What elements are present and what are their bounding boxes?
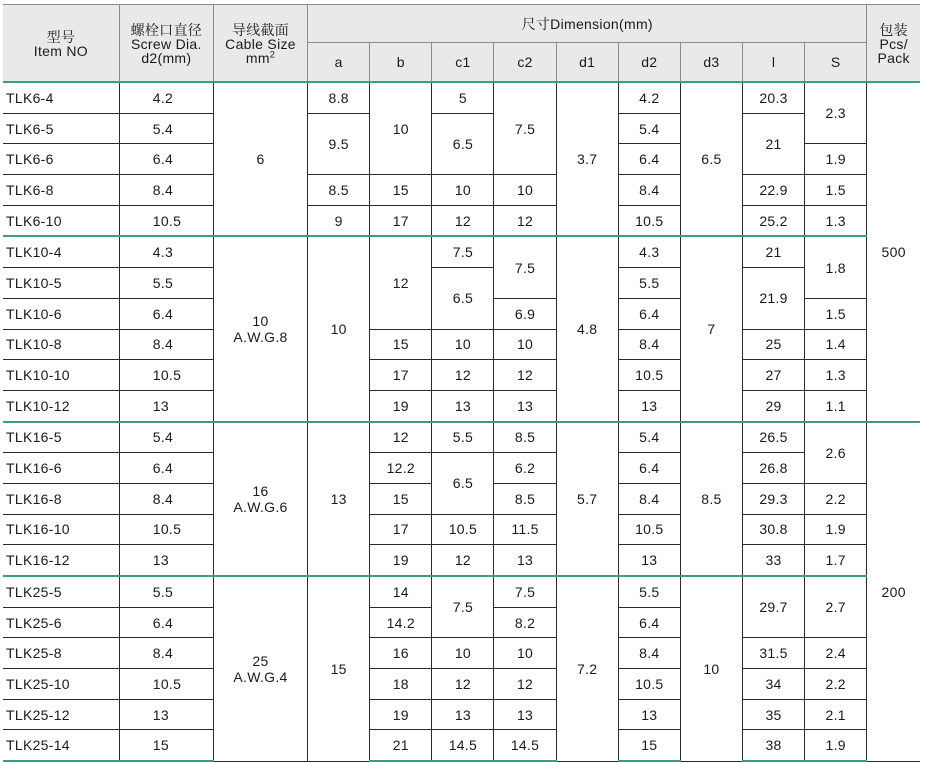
dim-d2: 8.4 [618,175,680,206]
item-no: TLK10-4 [3,236,119,267]
table-row [3,576,920,607]
dim-d2: 4.2 [618,82,680,113]
dim-c2: 12 [494,669,556,700]
specification-table [3,4,920,762]
dim-c2: 7.5 [494,82,556,175]
item-no: TLK10-6 [3,298,119,329]
dim-s: 2.7 [805,576,867,638]
dim-c1: 6.5 [432,113,494,174]
dim-l: 31.5 [742,638,804,669]
dim-c2: 10 [494,175,556,206]
dim-s: 1.8 [805,236,867,298]
dim-l: 26.5 [742,422,804,453]
dim-a: 8.8 [308,82,370,113]
dim-b: 16 [370,638,432,669]
dim-c1: 14.5 [432,730,494,761]
dim-a: 8.5 [308,175,370,206]
header-dim-c1: c1 [432,43,494,83]
table-row [3,175,920,206]
item-no: TLK16-10 [3,514,119,545]
dim-l: 29.7 [742,576,804,638]
item-no: TLK10-5 [3,268,119,299]
screw-dia: 5.5 [119,268,213,299]
screw-dia: 6.4 [119,144,213,175]
table-row [3,638,920,669]
header-item-no: 型号 Item NO [3,5,119,83]
dim-c1: 10 [432,638,494,669]
dim-d2: 6.4 [618,453,680,484]
dim-b: 19 [370,390,432,421]
dim-c1: 12 [432,545,494,576]
table-row [3,422,920,453]
pack-qty: 200 [867,422,920,762]
dim-c2: 6.9 [494,298,556,329]
dim-l: 27 [742,360,804,391]
dim-d2: 6.4 [618,607,680,638]
dim-l: 35 [742,699,804,730]
dim-c2: 8.5 [494,422,556,453]
dim-d2: 15 [618,730,680,761]
item-no: TLK16-8 [3,483,119,514]
item-no: TLK6-6 [3,144,119,175]
dim-l: 22.9 [742,175,804,206]
table-row [3,268,920,299]
screw-dia: 10.5 [119,205,213,236]
dim-a: 13 [308,422,370,576]
dim-c1: 7.5 [432,576,494,638]
dim-s: 1.9 [805,730,867,761]
cable-size: 16 A.W.G.6 [213,422,307,576]
dim-a: 9.5 [308,113,370,174]
dim-l: 21.9 [742,268,804,329]
screw-dia: 13 [119,545,213,576]
table-row [3,82,920,113]
dim-s: 2.4 [805,638,867,669]
dim-d2: 6.4 [618,144,680,175]
table-row [3,453,920,484]
dim-b: 17 [370,360,432,391]
dim-d2: 13 [618,699,680,730]
item-no: TLK25-5 [3,576,119,607]
dim-c2: 13 [494,699,556,730]
dim-b: 15 [370,175,432,206]
screw-dia: 5.4 [119,422,213,453]
header-dim-c2: c2 [494,43,556,83]
item-no: TLK10-8 [3,329,119,360]
dim-s: 1.5 [805,298,867,329]
dim-c2: 14.5 [494,730,556,761]
dim-b: 14.2 [370,607,432,638]
dim-b: 15 [370,483,432,514]
dim-l: 38 [742,730,804,761]
dim-a: 10 [308,236,370,421]
header-dim-d1: d1 [556,43,618,83]
dim-b: 12 [370,236,432,329]
cable-size: 25 A.W.G.4 [213,576,307,761]
dim-c1: 13 [432,390,494,421]
dim-b: 12 [370,422,432,453]
dim-b: 17 [370,205,432,236]
dim-l: 21 [742,236,804,267]
dim-d1: 3.7 [556,82,618,236]
table-row [3,514,920,545]
item-no: TLK6-10 [3,205,119,236]
dim-b: 12.2 [370,453,432,484]
dim-s: 2.2 [805,669,867,700]
dim-a: 9 [308,205,370,236]
dim-c1: 10 [432,175,494,206]
dim-d2: 5.4 [618,422,680,453]
screw-dia: 10.5 [119,360,213,391]
item-no: TLK6-8 [3,175,119,206]
item-no: TLK6-5 [3,113,119,144]
dim-d2: 10.5 [618,669,680,700]
dim-s: 1.3 [805,360,867,391]
dim-c1: 12 [432,669,494,700]
dim-c2: 11.5 [494,514,556,545]
dim-d2: 6.4 [618,298,680,329]
item-no: TLK16-12 [3,545,119,576]
dim-c2: 6.2 [494,453,556,484]
cable-size: 10 A.W.G.8 [213,236,307,421]
dim-d3: 6.5 [680,82,742,236]
screw-dia: 6.4 [119,607,213,638]
dim-d2: 4.3 [618,236,680,267]
dim-c1: 13 [432,699,494,730]
dim-c1: 10.5 [432,514,494,545]
dim-b: 10 [370,82,432,175]
cable-size: 6 [213,82,307,236]
screw-dia: 15 [119,730,213,761]
dim-c1: 12 [432,360,494,391]
dim-d2: 10.5 [618,205,680,236]
dim-l: 20.3 [742,82,804,113]
item-no: TLK25-6 [3,607,119,638]
dim-s: 1.9 [805,144,867,175]
item-no: TLK25-8 [3,638,119,669]
dim-l: 25.2 [742,205,804,236]
dim-c1: 6.5 [432,268,494,329]
header-dim-l: l [742,43,804,83]
header-dim-d2: d2 [618,43,680,83]
table-row [3,329,920,360]
dim-s: 1.9 [805,514,867,545]
dim-c2: 10 [494,329,556,360]
screw-dia: 8.4 [119,638,213,669]
screw-dia: 6.4 [119,298,213,329]
screw-dia: 5.5 [119,576,213,607]
screw-dia: 6.4 [119,453,213,484]
dim-l: 29 [742,390,804,421]
dim-d2: 10.5 [618,360,680,391]
table-row [3,113,920,144]
table-row [3,390,920,421]
dim-b: 19 [370,699,432,730]
header-dim-d3: d3 [680,43,742,83]
dim-l: 21 [742,113,804,174]
dim-d2: 8.4 [618,329,680,360]
dim-s: 2.1 [805,699,867,730]
dim-l: 29.3 [742,483,804,514]
dim-b: 18 [370,669,432,700]
screw-dia: 8.4 [119,329,213,360]
dim-d2: 10.5 [618,514,680,545]
dim-c2: 8.2 [494,607,556,638]
dim-c2: 13 [494,545,556,576]
dim-s: 2.2 [805,483,867,514]
dim-c2: 7.5 [494,576,556,607]
screw-dia: 13 [119,390,213,421]
header-pack: 包装 Pcs/ Pack [867,5,920,83]
dim-b: 17 [370,514,432,545]
dim-c2: 7.5 [494,236,556,298]
dim-a: 15 [308,576,370,761]
item-no: TLK16-6 [3,453,119,484]
dim-s: 1.4 [805,329,867,360]
screw-dia: 10.5 [119,669,213,700]
screw-dia: 13 [119,699,213,730]
header-screw-dia: 螺栓口直径 Screw Dia. d2(mm) [119,5,213,83]
screw-dia: 4.3 [119,236,213,267]
dim-b: 19 [370,545,432,576]
dim-d2: 13 [618,545,680,576]
dim-b: 14 [370,576,432,607]
dim-d1: 7.2 [556,576,618,761]
dim-c2: 12 [494,205,556,236]
dim-s: 1.7 [805,545,867,576]
dim-b: 15 [370,329,432,360]
dim-s: 1.5 [805,175,867,206]
dim-d1: 5.7 [556,422,618,576]
screw-dia: 5.4 [119,113,213,144]
item-no: TLK16-5 [3,422,119,453]
dim-l: 30.8 [742,514,804,545]
item-no: TLK10-10 [3,360,119,391]
dim-c1: 6.5 [432,453,494,514]
header-dim-a: a [308,43,370,83]
table-row [3,669,920,700]
dim-d1: 4.8 [556,236,618,421]
dim-d2: 5.4 [618,113,680,144]
dim-c1: 12 [432,205,494,236]
table-row [3,205,920,236]
dim-c2: 10 [494,638,556,669]
dim-c1: 10 [432,329,494,360]
header-dim-s: S [805,43,867,83]
dim-d3: 10 [680,576,742,761]
dim-c2: 12 [494,360,556,391]
screw-dia: 10.5 [119,514,213,545]
dim-s: 2.6 [805,422,867,484]
dim-l: 26.8 [742,453,804,484]
item-no: TLK25-10 [3,669,119,700]
screw-dia: 8.4 [119,175,213,206]
item-no: TLK25-12 [3,699,119,730]
dim-s: 1.1 [805,390,867,421]
item-no: TLK6-4 [3,82,119,113]
dim-c2: 8.5 [494,483,556,514]
header-dim-b: b [370,43,432,83]
header-cable-size: 导线截面 Cable Size $mm^2$ [213,5,307,83]
dim-c1: 5.5 [432,422,494,453]
table-row [3,699,920,730]
dim-c1: 5 [432,82,494,113]
table-row [3,730,920,761]
dim-d2: 8.4 [618,483,680,514]
header-dimension: 尺寸Dimension(mm) [308,5,867,43]
dim-c2: 13 [494,390,556,421]
dim-d2: 5.5 [618,268,680,299]
dim-d2: 8.4 [618,638,680,669]
table-row [3,545,920,576]
dim-l: 25 [742,329,804,360]
dim-s: 1.3 [805,205,867,236]
dim-c1: 7.5 [432,236,494,267]
screw-dia: 4.2 [119,82,213,113]
dim-d3: 8.5 [680,422,742,576]
table-row [3,360,920,391]
item-no: TLK10-12 [3,390,119,421]
pack-qty: 500 [867,82,920,422]
screw-dia: 8.4 [119,483,213,514]
item-no: TLK25-14 [3,730,119,761]
dim-b: 21 [370,730,432,761]
table-row [3,236,920,267]
dim-d2: 5.5 [618,576,680,607]
dim-d3: 7 [680,236,742,421]
dim-l: 34 [742,669,804,700]
dim-l: 33 [742,545,804,576]
dim-d2: 13 [618,390,680,421]
dim-s: 2.3 [805,82,867,144]
